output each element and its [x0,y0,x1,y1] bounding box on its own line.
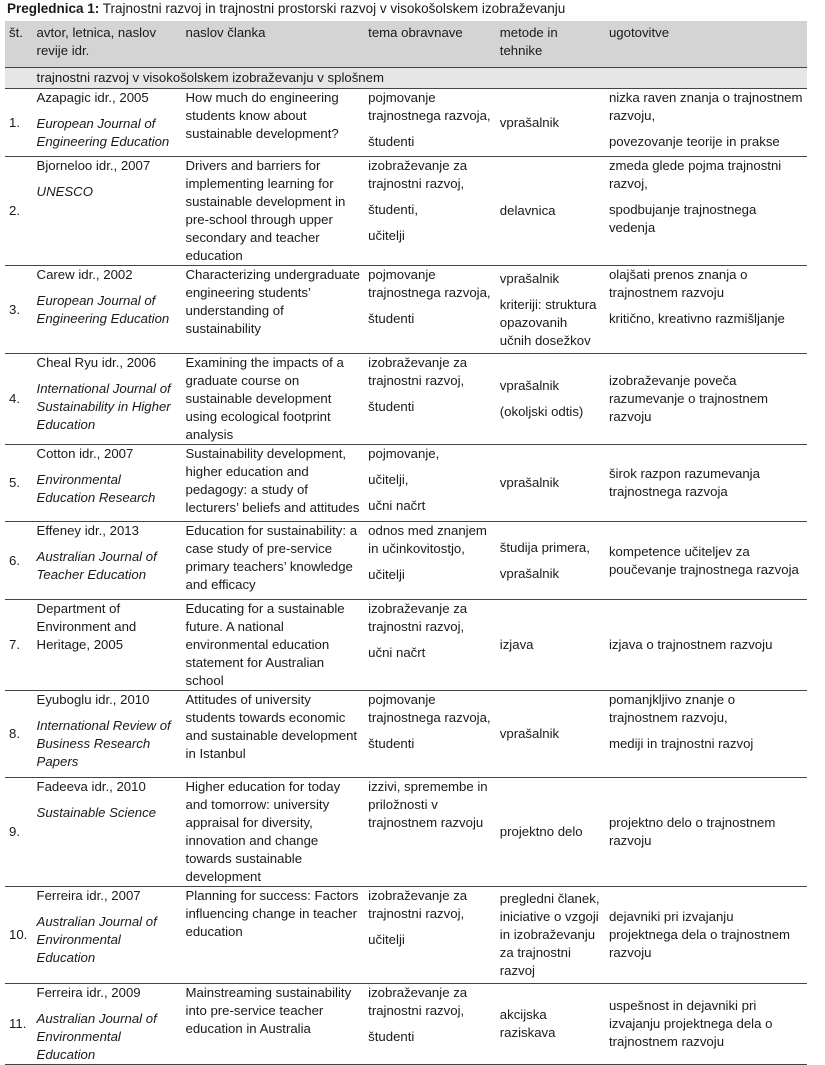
article-title-text: Higher education for today and tomorrow: university appraisal for diversity, innovation and change towards sustainable development [185,779,341,884]
article-title-text: Planning for success: Factors influencing change in teacher education [185,888,359,939]
table-caption [7,0,565,18]
topic-text: izobraževanje za trajnostni razvoj, [368,888,468,921]
topic-text: pojmovanje trajnostnega razvoja, [368,90,491,123]
findings-cell [605,157,807,266]
topic-text: izobraževanje za trajnostni razvoj, [368,355,468,388]
article-title-cell [182,778,365,887]
row-number [5,522,33,600]
topic-text: pojmovanje, [368,446,440,461]
topic-text: izzivi, spremembe in priložnosti v trajnostnem razvoju [368,779,488,830]
topic-text: študenti [368,134,415,149]
row-number [5,89,33,157]
findings-text: kritično, kreativno razmišljanje [608,311,785,326]
findings-text: širok razpon razumevanja trajnostnega razvoja [608,466,760,499]
journal-text: Australian Journal of Environmental Education [36,1011,157,1062]
findings-text: pomanjkljivo znanje o trajnostnem razvoju, [608,692,736,725]
findings-cell [605,89,807,157]
topic-cell [364,887,496,984]
row-number-text: 7. [9,637,20,652]
methods-cell [496,266,605,354]
methods-cell [496,691,605,778]
row-number-text: 8. [9,726,20,741]
findings-text: nizka raven znanja o trajnostnem razvoju, [608,90,803,123]
author-cell [33,522,182,600]
methods-text: študija primera, [499,539,590,555]
article-title-cell [182,89,365,157]
journal-text: Sustainable Science [36,805,157,820]
article-title-text: Educating for a sustainable future. A national environmental education statement for Australian school [185,601,345,688]
author-cell [33,445,182,522]
topic-cell [364,266,496,354]
article-title-cell [182,266,365,354]
topic-text: študenti [368,736,415,751]
literature-table [5,21,807,1065]
author-cell [33,157,182,266]
author-text: Bjorneloo idr., 2007 [36,158,151,173]
caption-label: Preglednica 1: [7,1,100,16]
author-cell [33,600,182,691]
caption-text: Trajnostni razvoj in trajnostni prostorski razvoj v visokošolskem izobraževanju [99,1,566,16]
row-number [5,445,33,522]
row-number-text: 3. [9,301,20,317]
topic-text: učitelji [368,228,405,243]
author-text: Ferreira idr., 2007 [36,888,141,903]
row-number [5,600,33,691]
methods-text: vprašalnik [499,565,560,581]
findings-text: izobraževanje poveča razumevanje o trajnostnem razvoju [608,373,769,424]
row-number-text: 10. [9,927,28,942]
header-findings: ugotovitve [605,21,807,68]
findings-text: kompetence učiteljev za poučevanje trajnostnega razvoja [608,543,799,577]
topic-text: pojmovanje trajnostnega razvoja, [368,267,491,300]
row-number [5,691,33,778]
article-title-text: Sustainability development, higher education and pedagogy: a study of lecturers’ beliefs and attitudes [185,446,360,515]
author-cell [33,89,182,157]
methods-cell [496,354,605,445]
topic-text: izobraževanje za trajnostni razvoj, [368,158,468,191]
header-author: avtor, letnica, naslov revije idr. [33,21,182,68]
table-row [5,354,807,445]
findings-cell [605,600,807,691]
article-title-cell [182,887,365,984]
row-number-text: 6. [9,552,20,568]
findings-cell [605,691,807,778]
author-text: Carew idr., 2002 [36,267,133,282]
article-title-text: Attitudes of university students towards economic and sustainable development in Istanbul [185,692,358,761]
header-title: naslov članka [182,21,365,68]
journal-text: European Journal of Engineering Education [36,116,170,149]
article-title-text: Education for sustainability: a case study of pre-service primary teachers’ knowledge and efficacy [185,523,358,592]
table-row [5,522,807,600]
row-number [5,266,33,354]
row-number-text: 1. [9,114,20,130]
findings-cell [605,522,807,600]
methods-cell [496,157,605,266]
topic-cell [364,778,496,887]
findings-cell [605,354,807,445]
methods-text: (okoljski odtis) [499,404,584,419]
methods-cell [496,887,605,984]
methods-text: vprašalnik [499,378,560,393]
author-cell [33,354,182,445]
topic-text: študenti [368,399,415,414]
article-title-text: Drivers and barriers for implementing learning for sustainable development in pre-school through upper secondary and teacher education [185,158,346,263]
methods-text: vprašalnik [499,114,560,130]
methods-text: kriteriji: struktura opazovanih učnih dosežkov [499,296,597,348]
author-text: Eyuboglu idr., 2010 [36,692,150,707]
findings-text: olajšati prenos znanja o trajnostnem razvoju [608,267,748,300]
topic-text: študenti [368,311,415,326]
table-row [5,600,807,691]
header-topic: tema obravnave [364,21,496,68]
methods-cell [496,89,605,157]
article-title-cell [182,984,365,1065]
author-text: Department of Environment and Heritage, 2005 [36,601,137,652]
topic-text: učitelji [368,567,405,582]
topic-cell [364,445,496,522]
journal-text: UNESCO [36,184,93,199]
journal-text: International Review of Business Research Papers [36,718,171,769]
article-title-text: Characterizing undergraduate engineering students’ understanding of sustainability [185,267,360,336]
topic-cell [364,522,496,600]
methods-text: akcijska raziskava [499,1007,556,1040]
author-text: Cheal Ryu idr., 2006 [36,355,157,370]
author-cell [33,691,182,778]
topic-text: izobraževanje za trajnostni razvoj, [368,601,468,634]
methods-text: projektno delo [499,824,583,839]
findings-cell [605,984,807,1065]
methods-cell [496,600,605,691]
topic-text: odnos med znanjem in učinkovitostjo, [368,523,487,556]
author-text: Effeney idr., 2013 [36,523,139,538]
table-row [5,691,807,778]
topic-text: študenti [368,1029,415,1044]
methods-cell [496,445,605,522]
findings-cell [605,266,807,354]
author-text: Fadeeva idr., 2010 [36,779,146,794]
article-title-cell [182,157,365,266]
journal-text: International Journal of Sustainability in Higher Education [36,381,171,432]
findings-text: projektno delo o trajnostnem razvoju [608,815,776,848]
journal-text: European Journal of Engineering Education [36,293,170,326]
methods-text: vprašalnik [499,475,560,490]
methods-text: delavnica [499,203,556,218]
article-title-text: Examining the impacts of a graduate course on sustainable development using ecological footprint analysis [185,355,344,442]
row-number-text: 11. [9,1016,27,1031]
journal-text: Australian Journal of Teacher Education [36,549,157,582]
table-row [5,778,807,887]
author-cell [33,778,182,887]
findings-cell [605,778,807,887]
table-row [5,445,807,522]
findings-text: spodbujanje trajnostnega vedenja [608,202,757,235]
author-cell [33,887,182,984]
article-title-cell [182,522,365,600]
row-number-text: 2. [9,203,20,218]
methods-text: vprašalnik [499,270,560,286]
methods-cell [496,984,605,1065]
topic-text: izobraževanje za trajnostni razvoj, [368,985,468,1018]
article-title-cell [182,445,365,522]
row-number-text: 4. [9,391,20,406]
topic-cell [364,600,496,691]
methods-text: izjava [499,637,534,652]
row-number [5,887,33,984]
table-row [5,157,807,266]
article-title-text: Mainstreaming sustainability into pre-service teacher education in Australia [185,985,352,1036]
findings-text: zmeda glede pojma trajnostni razvoj, [608,158,782,191]
topic-cell [364,984,496,1065]
row-number [5,984,33,1065]
findings-text: mediji in trajnostni razvoj [608,736,754,751]
topic-text: učitelji, [368,472,409,487]
journal-text: Australian Journal of Environmental Education [36,914,157,965]
author-text: Azapagic idr., 2005 [36,90,149,105]
row-number-text: 5. [9,475,20,490]
topic-text: učni načrt [368,645,426,660]
section-row [5,68,807,89]
author-text: Ferreira idr., 2009 [36,985,141,1000]
methods-cell [496,522,605,600]
topic-cell [364,157,496,266]
table-row [5,266,807,354]
findings-text: izjava o trajnostnem razvoju [608,637,773,652]
table-row [5,984,807,1065]
header-row [5,21,807,68]
findings-text: dejavniki pri izvajanju projektnega dela o trajnostnem razvoju [608,909,791,960]
row-number [5,157,33,266]
article-title-text: How much do engineering students know about sustainable development? [185,90,339,141]
topic-cell [364,89,496,157]
row-number-text: 9. [9,824,20,839]
author-cell [33,266,182,354]
row-number [5,354,33,445]
header-num: št. [5,21,33,68]
header-methods: metode in tehnike [496,21,605,68]
table-row [5,89,807,157]
author-text: Cotton idr., 2007 [36,446,134,461]
article-title-cell [182,354,365,445]
table-row [5,887,807,984]
author-cell [33,984,182,1065]
topic-text: študenti, [368,202,419,217]
findings-text: povezovanje teorije in prakse [608,134,780,149]
journal-text: Environmental Education Research [36,472,156,505]
topic-text: pojmovanje trajnostnega razvoja, [368,692,491,725]
topic-text: učni načrt [368,498,426,513]
row-number [5,778,33,887]
article-title-cell [182,691,365,778]
methods-text: vprašalnik [499,726,560,741]
topic-cell [364,354,496,445]
methods-text: pregledni članek, iniciative o vzgoji in izobraževanju za trajnostni razvoj [499,891,600,978]
topic-cell [364,691,496,778]
article-title-cell [182,600,365,691]
topic-text: učitelji [368,932,405,947]
findings-cell [605,887,807,984]
methods-cell [496,778,605,887]
findings-text: uspešnost in dejavniki pri izvajanju projektnega dela o trajnostnem razvoju [608,998,773,1049]
section-title: trajnostni razvoj v visokošolskem izobraževanju v splošnem [33,68,807,89]
findings-cell [605,445,807,522]
